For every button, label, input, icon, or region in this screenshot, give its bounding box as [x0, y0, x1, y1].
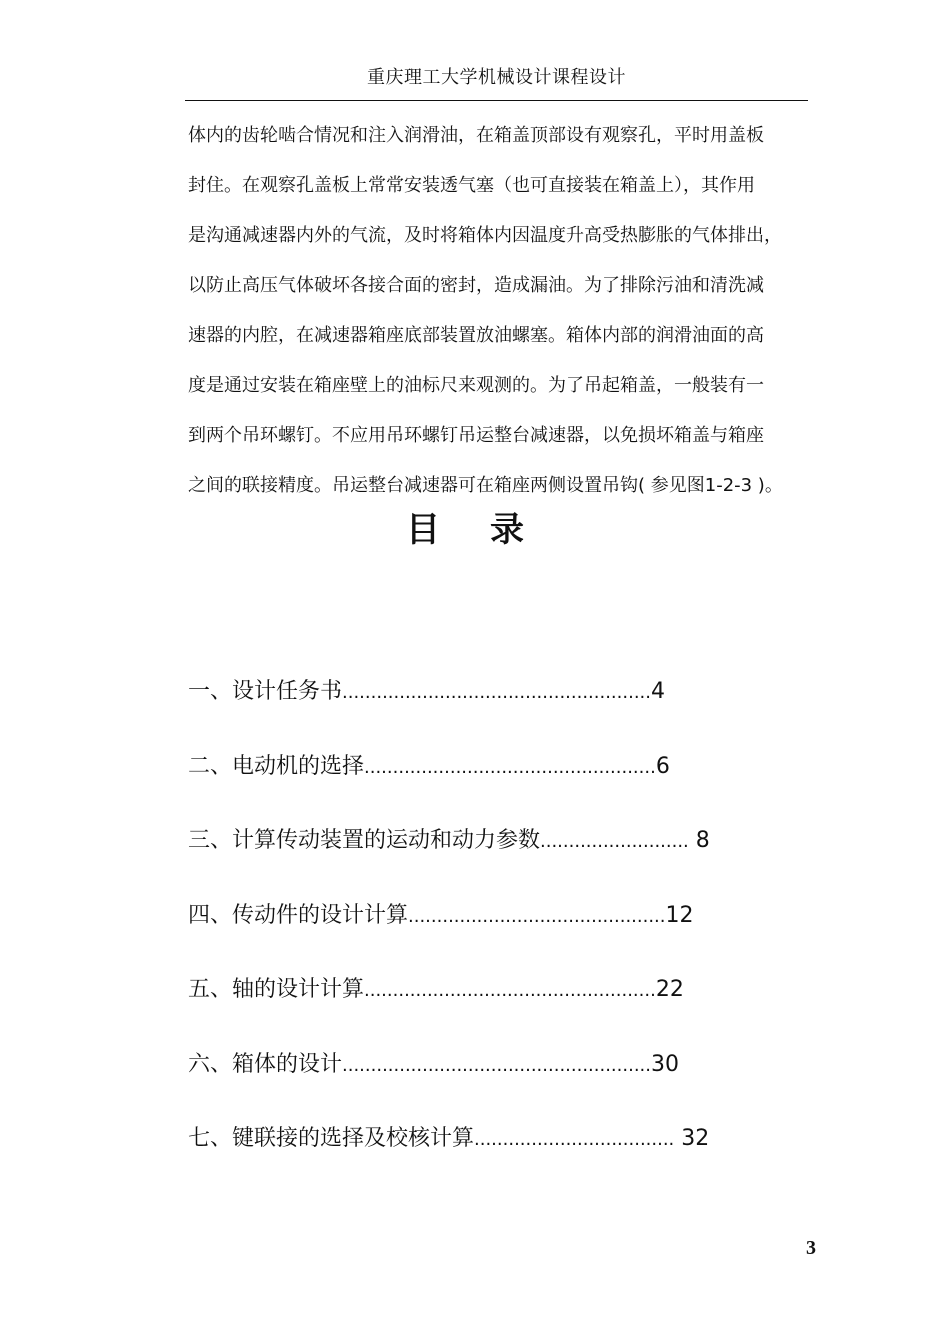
paragraph-line: 以防止高压气体破坏各接合面的密封，造成漏油。为了排除污油和清洗减	[188, 275, 764, 296]
toc-entry-page: 12	[665, 902, 694, 928]
toc-leader-dots: ..........................	[540, 831, 689, 852]
toc-entry[interactable]	[188, 747, 710, 822]
toc-entry[interactable]	[188, 896, 710, 971]
header-rule	[185, 100, 808, 101]
paragraph-line: 之间的联接精度。吊运整台减速器可在箱座两侧设置吊钩( 参见图1-2-3 )。	[188, 475, 783, 496]
toc-leader-dots: ...................................................	[364, 980, 656, 1001]
toc-title: 目录	[406, 510, 574, 550]
paragraph-line: 体内的齿轮啮合情况和注入润滑油，在箱盖顶部设有观察孔，平时用盖板	[188, 125, 764, 146]
toc-entry[interactable]	[188, 821, 710, 896]
toc-entry-page: 8	[688, 828, 710, 853]
running-header: 重庆理工大学机械设计课程设计	[367, 67, 626, 88]
toc-entry-label: 四、传动件的设计计算	[188, 902, 409, 928]
toc-entry-label: 七、键联接的选择及校核计算	[188, 1126, 475, 1151]
toc-entry-page: 30	[651, 1051, 679, 1077]
table-of-contents	[188, 672, 710, 1194]
paragraph-line: 度是通过安装在箱座壁上的油标尺来观测的。为了吊起箱盖，一般装有一	[188, 375, 764, 396]
toc-leader-dots: ......................................................	[342, 682, 651, 703]
toc-leader-dots: ...................................	[474, 1129, 675, 1150]
toc-leader-dots: ......................................................	[342, 1054, 651, 1076]
toc-entry-label: 二、电动机的选择	[188, 753, 365, 779]
toc-leader-dots: ...................................................	[364, 756, 656, 778]
paragraph-line: 是沟通减速器内外的气流，及时将箱体内因温度升高受热膨胀的气体排出，	[188, 225, 782, 246]
toc-entry-label: 六、箱体的设计	[188, 1051, 343, 1077]
toc-entry[interactable]	[188, 970, 710, 1045]
toc-entry[interactable]	[188, 1119, 710, 1194]
toc-entry-page: 6	[655, 753, 670, 779]
body-paragraph	[188, 118, 824, 518]
toc-entry-page: 32	[674, 1126, 710, 1151]
toc-entry[interactable]	[188, 672, 710, 747]
toc-entry-page: 22	[655, 977, 684, 1002]
toc-entry-label: 五、轴的设计计算	[188, 977, 365, 1002]
paragraph-line: 到两个吊环螺钉。不应用吊环螺钉吊运整台减速器，以免损坏箱盖与箱座	[188, 425, 764, 446]
toc-entry[interactable]	[188, 1045, 710, 1120]
paragraph-line: 速器的内腔，在减速器箱座底部装置放油螺塞。箱体内部的润滑油面的高	[188, 325, 764, 346]
toc-leader-dots: .............................................	[408, 905, 666, 927]
toc-entry-label: 一、设计任务书	[188, 679, 343, 704]
paragraph-line: 封住。在观察孔盖板上常常安装透气塞（也可直接装在箱盖上），其作用	[188, 175, 755, 196]
toc-entry-label: 三、计算传动装置的运动和动力参数	[188, 828, 541, 853]
page-number: 3	[806, 1237, 816, 1259]
toc-entry-page: 4	[651, 679, 665, 704]
